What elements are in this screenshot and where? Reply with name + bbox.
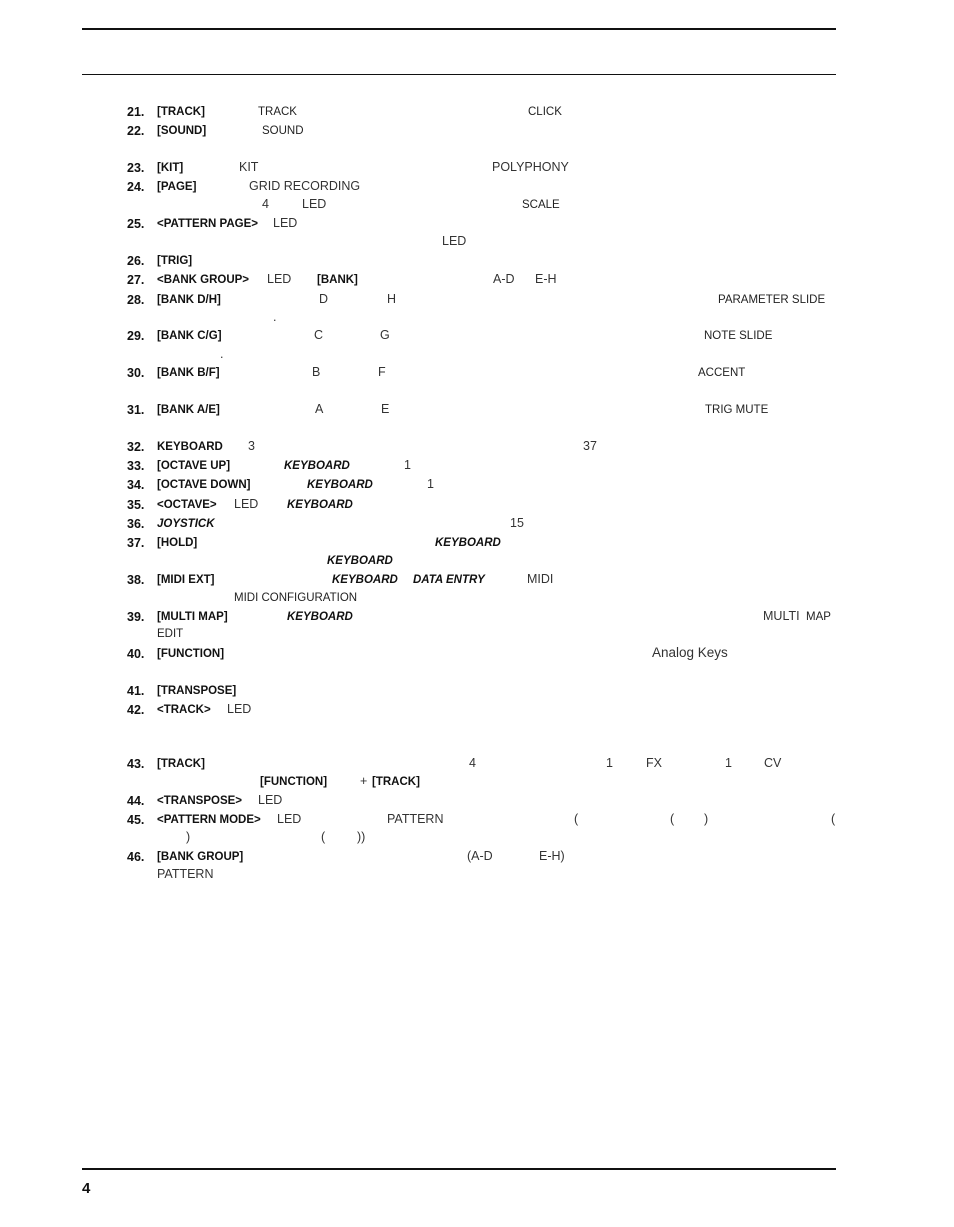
item-key: <TRACK> — [157, 704, 211, 716]
item-key: [HOLD] — [157, 537, 198, 549]
item-key: [PAGE] — [157, 181, 197, 193]
item-text: A — [315, 402, 324, 416]
item-number: 25. — [127, 217, 145, 231]
item-keyboard: KEYBOARD — [284, 460, 350, 472]
item-text: Analog Keys — [652, 645, 728, 660]
item-key: <PATTERN PAGE> — [157, 218, 258, 230]
item-text: SCALE — [522, 199, 560, 211]
item-text: CLICK — [528, 106, 562, 118]
item-text: E — [381, 402, 390, 416]
item-text: MIDI — [527, 572, 554, 586]
item-text: PATTERN — [157, 867, 214, 881]
item-key: [TRACK] — [157, 758, 205, 770]
item-text: EDIT — [157, 628, 184, 640]
item-key: [TRANSPOSE] — [157, 685, 237, 697]
item-keyboard: KEYBOARD — [287, 499, 353, 511]
item-key: [BANK D/H] — [157, 294, 221, 306]
item-text: . — [273, 310, 277, 324]
item-key: <OCTAVE> — [157, 499, 217, 511]
item-text: 3 — [248, 439, 255, 453]
item-text: KIT — [239, 160, 259, 174]
item-text: LED — [273, 216, 298, 230]
item-key: <BANK GROUP> — [157, 274, 250, 286]
item-text: LED — [442, 234, 467, 248]
item-text: LED — [277, 812, 302, 826]
item-key: JOYSTICK — [157, 518, 215, 530]
item-key: [TRACK] — [157, 106, 205, 118]
item-text: + — [360, 774, 368, 788]
item-text: MIDI CONFIGURATION — [234, 592, 358, 604]
item-number: 26. — [127, 254, 145, 268]
item-key: [BANK C/G] — [157, 330, 222, 342]
item-text: E-H) — [539, 849, 565, 863]
item-text: LED — [227, 702, 252, 716]
item-text: LED — [234, 497, 259, 511]
item-keyboard: KEYBOARD — [435, 537, 501, 549]
item-number: 22. — [127, 124, 145, 138]
item-text: (A-D — [467, 849, 493, 863]
item-key: [BANK A/E] — [157, 404, 220, 416]
item-text: 37 — [583, 439, 597, 453]
item-key: <TRANSPOSE> — [157, 795, 242, 807]
item-text: SOUND — [262, 125, 304, 137]
item-text: ( — [574, 812, 579, 826]
item-text: 4 — [469, 756, 476, 770]
item-text: H — [387, 292, 397, 306]
item-number: 40. — [127, 647, 145, 661]
item-key: [KIT] — [157, 162, 184, 174]
item-keyboard: KEYBOARD — [327, 555, 393, 567]
item-keyboard: KEYBOARD — [287, 611, 353, 623]
item-text: 1 — [725, 756, 732, 770]
item-text: MAP — [806, 611, 831, 623]
item-key: [TRACK] — [372, 776, 420, 788]
item-number: 37. — [127, 536, 145, 550]
item-text: C — [314, 328, 324, 342]
header-rule-top — [82, 28, 836, 30]
item-text: 4 — [262, 197, 269, 211]
item-text: ) — [704, 812, 709, 826]
item-key: [OCTAVE DOWN] — [157, 479, 251, 491]
item-text: POLYPHONY — [492, 160, 569, 174]
item-text: LED — [302, 197, 327, 211]
item-text: TRIG MUTE — [705, 404, 769, 416]
item-number: 28. — [127, 293, 145, 307]
page-number: 4 — [82, 1180, 91, 1197]
item-text: ACCENT — [698, 367, 746, 379]
item-text: A-D — [493, 272, 515, 286]
footer-rule — [82, 1168, 836, 1170]
item-keyboard: KEYBOARD — [307, 479, 373, 491]
item-number: 27. — [127, 273, 145, 287]
item-key: [BANK B/F] — [157, 367, 220, 379]
item-key: [TRIG] — [157, 255, 193, 267]
item-text: PATTERN — [387, 812, 444, 826]
item-text: ( — [831, 812, 836, 826]
item-number: 39. — [127, 610, 145, 624]
item-text: NOTE SLIDE — [704, 330, 773, 342]
item-text: PARAMETER SLIDE — [718, 294, 826, 306]
item-text: ( — [670, 812, 675, 826]
item-text: E-H — [535, 272, 557, 286]
item-key: <PATTERN MODE> — [157, 814, 261, 826]
item-number: 33. — [127, 459, 145, 473]
item-number: 34. — [127, 478, 145, 492]
item-number: 44. — [127, 794, 145, 808]
header-rule-bottom — [82, 74, 836, 75]
item-data-entry: DATA ENTRY — [413, 574, 485, 586]
item-text: ( — [321, 830, 326, 844]
item-key: [FUNCTION] — [157, 648, 225, 660]
item-text: G — [380, 328, 390, 342]
item-number: 31. — [127, 403, 145, 417]
item-text: 15 — [510, 516, 524, 530]
item-text: LED — [267, 272, 292, 286]
item-text: FX — [646, 756, 662, 770]
item-text: ) — [186, 830, 191, 844]
item-text: D — [319, 292, 329, 306]
item-number: 43. — [127, 757, 145, 771]
item-number: 38. — [127, 573, 145, 587]
item-number: 36. — [127, 517, 145, 531]
item-text: TRACK — [258, 106, 297, 118]
item-number: 45. — [127, 813, 145, 827]
item-text: 1 — [606, 756, 613, 770]
item-number: 21. — [127, 105, 145, 119]
item-number: 29. — [127, 329, 145, 343]
item-key: [BANK GROUP] — [157, 851, 244, 863]
item-number: 41. — [127, 684, 145, 698]
item-key: [FUNCTION] — [260, 776, 328, 788]
item-number: 23. — [127, 161, 145, 175]
item-number: 35. — [127, 498, 145, 512]
item-text: )) — [357, 830, 366, 844]
item-key: [MULTI MAP] — [157, 611, 228, 623]
item-number: 46. — [127, 850, 145, 864]
item-number: 32. — [127, 440, 145, 454]
item-text: . — [220, 347, 224, 361]
item-text: 1 — [427, 477, 434, 491]
item-keyboard: KEYBOARD — [332, 574, 398, 586]
item-text: B — [312, 365, 321, 379]
item-number: 24. — [127, 180, 145, 194]
item-key: [BANK] — [317, 274, 358, 286]
item-key: [MIDI EXT] — [157, 574, 215, 586]
item-number: 30. — [127, 366, 145, 380]
item-text: CV — [764, 756, 782, 770]
item-text: F — [378, 365, 386, 379]
item-text: LED — [258, 793, 283, 807]
item-text: GRID RECORDING — [249, 179, 361, 193]
item-key: [OCTAVE UP] — [157, 460, 231, 472]
item-key: [SOUND] — [157, 125, 207, 137]
item-text: MULTI — [763, 609, 800, 623]
item-text: 1 — [404, 458, 411, 472]
item-key: KEYBOARD — [157, 441, 223, 453]
item-number: 42. — [127, 703, 145, 717]
